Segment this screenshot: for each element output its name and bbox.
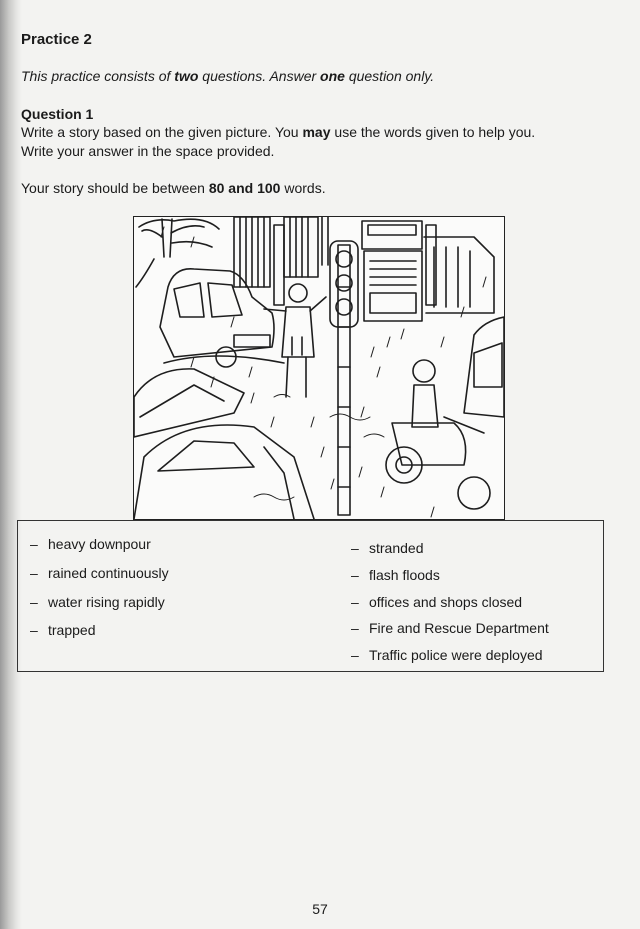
flooded-car-drawing <box>160 269 284 367</box>
helper-word-right-4: – Fire and Rescue Department <box>351 620 549 636</box>
page-number: 57 <box>312 901 328 917</box>
helper-word-right-1: – stranded <box>351 540 424 556</box>
helper-word-left-2: – rained continuously <box>30 565 169 581</box>
helper-word-right-5: – Traffic police were deployed <box>351 647 543 663</box>
helper-word-left-3: – water rising rapidly <box>30 594 165 610</box>
book-spine-shadow <box>0 0 22 929</box>
question-instruction-line-1: Write a story based on the given picture. You may use the words given to help you. <box>21 124 536 140</box>
word-count-requirement: Your story should be between 80 and 100 words. <box>21 180 326 196</box>
car-right-drawing <box>464 317 504 417</box>
practice-instructions: This practice consists of two questions. Answer one question only. <box>21 68 435 84</box>
helper-word-right-3: – offices and shops closed <box>351 594 523 610</box>
helper-word-left-4: – trapped <box>30 622 96 638</box>
shop-buildings-drawing <box>234 217 328 287</box>
lorry-drawing <box>362 221 494 321</box>
helper-words-box <box>17 520 604 672</box>
tree-drawing <box>136 219 219 287</box>
helper-word-left-1: – heavy downpour <box>30 536 151 552</box>
question-heading: Question 1 <box>21 106 94 122</box>
practice-title: Practice 2 <box>21 31 92 48</box>
helper-word-right-2: – flash floods <box>351 567 440 583</box>
question-instruction-line-2: Write your answer in the space provided. <box>21 143 275 159</box>
flood-scene-illustration <box>133 216 505 520</box>
